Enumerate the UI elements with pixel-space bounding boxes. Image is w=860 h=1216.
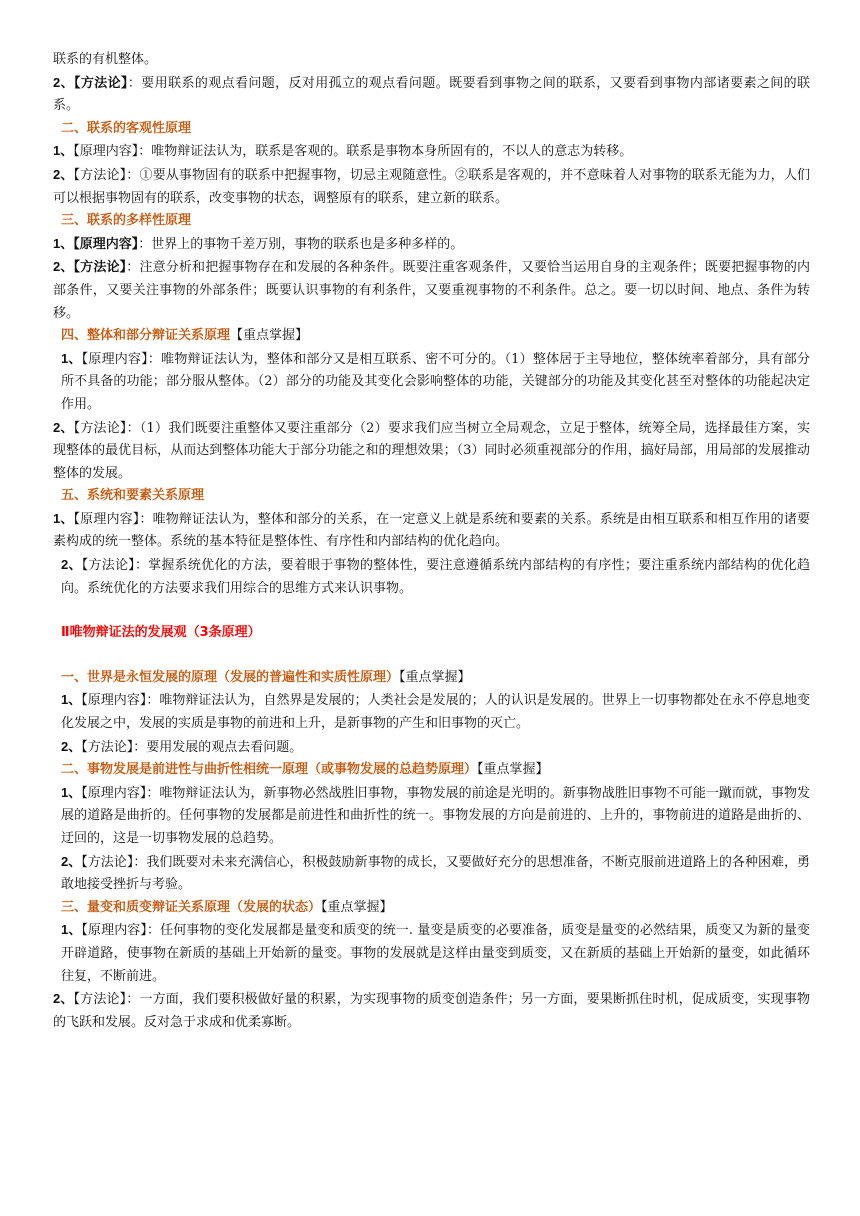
s5-principle (53, 508, 810, 554)
spacer (53, 600, 810, 622)
item-number: 1、 (61, 350, 82, 366)
s4-principle (53, 348, 810, 417)
s0-method (53, 72, 810, 118)
method-tag: 【方法论】 (81, 558, 135, 574)
section-heading-objectivity: 二、联系的客观性原理 (61, 120, 192, 136)
method-tag: 【方法论】 (73, 259, 127, 275)
principle-tag: 【原理内容】 (73, 511, 140, 527)
method-text: ：掌握系统优化的方法，要着眼于事物的整体性，要注意遵循系统内部结构的有序性；要注重系统内部结构的优化趋向。系统优化的方法要求我们用综合的思维方式来认识事物。 (61, 558, 810, 596)
principle-tag: 【原理内容】 (73, 235, 139, 251)
item-number: 1、 (61, 692, 82, 708)
item-number: 2、 (53, 166, 74, 182)
item-number: 1、 (53, 235, 74, 251)
section-heading-progress-twists: 二、事物发展是前进性与曲折性相统一原理（或事物发展的总趋势原理）【重点掌握】 (61, 762, 549, 778)
method-tag: 【方法论】 (74, 74, 128, 90)
s3-principle (53, 233, 810, 257)
section-heading-diversity: 三、联系的多样性原理 (61, 213, 192, 229)
s5-method (53, 554, 810, 600)
chapter-heading-development: Ⅱ唯物辩证法的发展观（3条原理） (61, 625, 261, 641)
item-number: 2、 (61, 853, 82, 869)
d1-principle (53, 689, 810, 735)
principle-tag: 【原理内容】 (73, 144, 139, 160)
paragraph-continued: 联系的有机整体。 (53, 52, 158, 67)
item-number: 2、 (61, 738, 82, 754)
method-text: ：注意分析和把握事物存在和发展的各种条件。既要注重客观条件，又要恰当运用自身的主观条件；既要把握事物的内部条件，又要关注事物的外部条件；既要认识事物的有利条件，又要重视事物的不利条件。总之。要一切以时间、地点、条件为转移。 (53, 260, 810, 321)
item-number: 1、 (53, 510, 74, 526)
d1-method (53, 736, 810, 760)
s2-method (53, 164, 810, 210)
s3-method (53, 256, 810, 325)
method-text: ：我们既要对未来充满信心，积极鼓励新事物的成长，又要做好充分的思想准备，不断克服前进道路上的各种困难，勇敢地接受挫折与考验。 (61, 854, 810, 893)
principle-text: ：唯物辩证法认为，自然界是发展的；人类社会是发展的；人的认识是发展的。世界上一切事物都处在永不停息地变化发展之中，发展的实质是事物的前进和上升，是新事物的产生和旧事物的灭亡。 (61, 693, 810, 732)
item-number: 1、 (53, 143, 74, 159)
s4-method (53, 417, 810, 486)
principle-tag: 【原理内容】 (81, 693, 147, 709)
d3-method (53, 988, 810, 1034)
item-number: 1、 (61, 922, 82, 938)
d2-method (53, 851, 810, 897)
method-text: ：要用发展的观点去看问题。 (133, 739, 303, 755)
principle-text: ：世界上的事物千差万别，事物的联系也是多种多样的。 (138, 236, 464, 252)
section-heading-system: 五、系统和要素关系原理 (61, 488, 205, 504)
method-text: ：（1）我们既要注重整体又要注重部分（2）要求我们应当树立全局观念，立足于整体，统筹全局，选择最佳方案，实现整体的最优目标，从而达到整体功能大于部分功能之和的理想效果；（3）同时必须重视部分的作用，搞好局部，用局部的发展推动整体的发展。 (53, 420, 810, 481)
principle-tag: 【原理内容】 (81, 351, 148, 367)
s2-principle (53, 140, 810, 164)
method-tag: 【方法论】 (73, 992, 127, 1008)
key-point-tag: 【重点掌握】 (321, 899, 393, 915)
principle-text: ：任何事物的变化发展都是量变和质变的统一. 量变是质变的必要准备，质变是量变的必然结果，质变又为新的量变开辟道路，使事物在新质的基础上开始新的量变。事物的发展就是这样由量变到质变，又在新质的基础上开始新的量变，如此循环往复，不断前进。 (61, 923, 810, 984)
principle-text: ：唯物辩证法认为，整体和部分又是相互联系、密不可分的。（1）整体居于主导地位，整体统率着部分，具有部分所不具备的功能；部分服从整体。（2）部分的功能及其变化会影响整体的功能，关键部分的功能及其变化甚至对整体的功能起决定作用。 (61, 351, 810, 412)
principle-tag: 【原理内容】 (81, 785, 147, 801)
item-number: 2、 (53, 74, 74, 90)
principle-text: ：唯物辩证法认为，新事物必然战胜旧事物，事物发展的前途是光明的。新事物战胜旧事物不可能一蹴而就，事物发展的道路是曲折的。任何事物的发展都是前进性和曲折性的统一。事物发展的方向是前进的、上升的，事物前进的道路是曲折的、迂回的，这是一切事物发展的总趋势。 (61, 785, 810, 846)
item-number: 1、 (61, 784, 82, 800)
key-point-tag: 【重点掌握】 (230, 328, 309, 344)
method-text: ：①要从事物固有的联系中把握事物，切忌主观随意性。②联系是客观的，并不意味着人对事物的联系无能为力，人们可以根据事物固有的联系，改变事物的状态，调整原有的联系，建立新的联系。 (53, 167, 810, 206)
method-tag: 【方法论】 (81, 739, 134, 755)
method-text: ：要用联系的观点看问题，反对用孤立的观点看问题。既要看到事物之间的联系，又要看到事物内部诸要素之间的联系。 (53, 75, 810, 114)
item-number: 2、 (53, 259, 74, 275)
item-number: 2、 (53, 991, 74, 1007)
method-tag: 【方法论】 (81, 854, 134, 870)
method-text: ：一方面，我们要积极做好量的积累，为实现事物的质变创造条件；另一方面，要果断抓住时机，促成质变，实现事物的飞跃和发展。反对急于求成和优柔寡断。 (53, 992, 810, 1030)
section-heading-quantity-quality: 三、量变和质变辩证关系原理（发展的状态）【重点掌握】 (61, 899, 393, 915)
item-number: 2、 (61, 557, 82, 573)
key-point-tag: 【重点掌握】 (399, 669, 471, 685)
principle-tag: 【原理内容】 (81, 923, 147, 939)
section-heading-whole-part: 四、整体和部分辩证关系原理【重点掌握】 (61, 328, 309, 344)
d3-principle (53, 919, 810, 988)
item-number: 2、 (53, 419, 74, 435)
d2-principle (53, 782, 810, 851)
key-point-tag: 【重点掌握】 (477, 762, 549, 778)
principle-text: ：唯物辩证法认为，整体和部分的关系，在一定意义上就是系统和要素的关系。系统是由相互联系和相互作用的诸要素构成的统一整体。系统的基本特征是整体性、有序性和内部结构的优化趋向。 (53, 511, 810, 550)
method-tag: 【方法论】 (73, 167, 127, 183)
principle-text: ：唯物辩证法认为，联系是客观的。联系是事物本身所固有的，不以人的意志为转移。 (138, 144, 633, 160)
method-tag: 【方法论】 (73, 420, 127, 436)
spacer (53, 645, 810, 667)
section-heading-eternal-development: 一、世界是永恒发展的原理（发展的普遍性和实质性原理）【重点掌握】 (61, 669, 471, 685)
